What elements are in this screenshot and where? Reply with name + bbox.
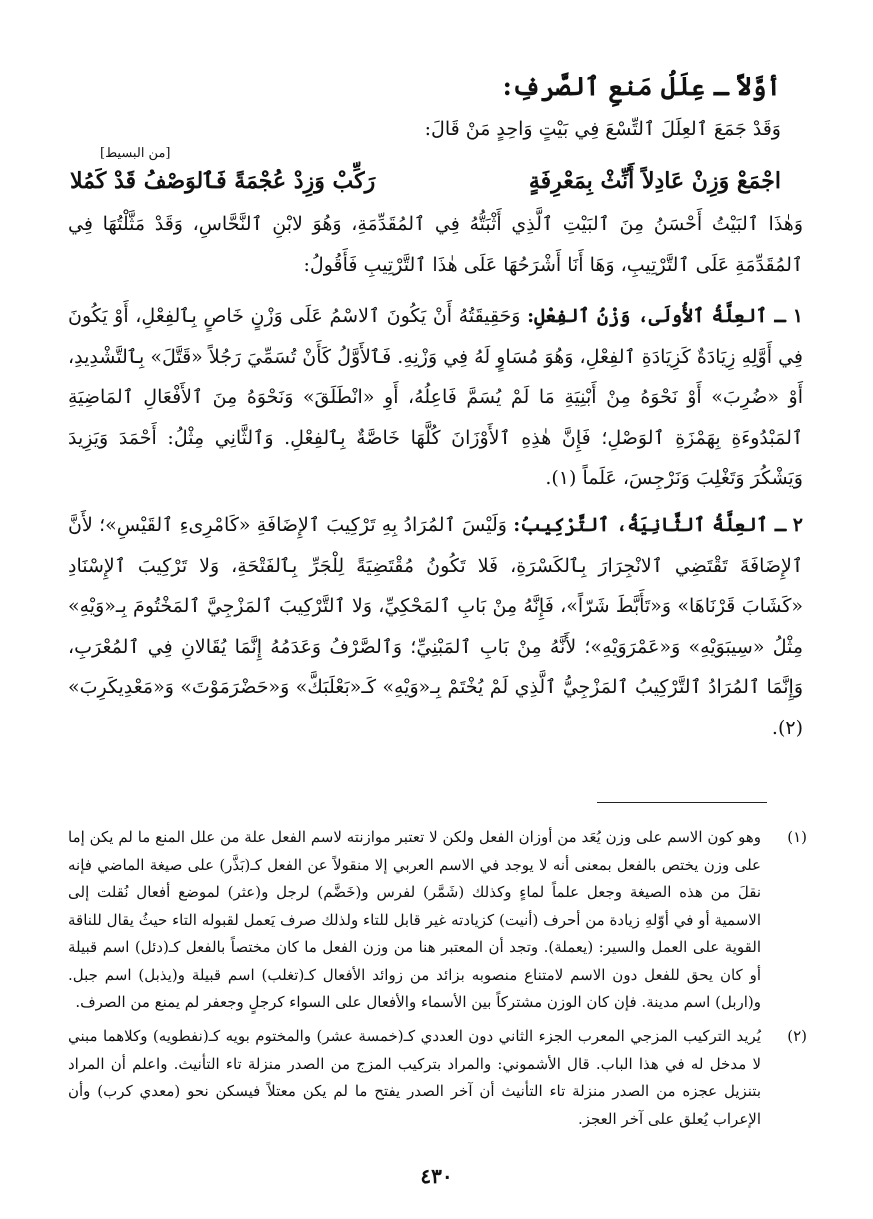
- footnote-2: [68, 1023, 807, 1133]
- meter-label: [من البسيط]: [100, 146, 171, 161]
- second-cause-heading: ٢ ـ ٱلعِلَّةُ ٱلثَّانِيَةُ، ٱلتَّرْكِيبُ:: [513, 514, 803, 536]
- footnote-separator: [597, 802, 767, 803]
- verse-second-hemistich: رَكِّبْ وَزِدْ عُجْمَةً فَٱلوَصْفُ قَدْ كَمُلا: [70, 168, 376, 194]
- footnote-1-number: (١): [787, 828, 807, 846]
- footnote-ref-1: (١).: [545, 467, 577, 489]
- footnote-1-text: وهو كون الاسم على وزن يُعَد من أوزان الفعل ولكن لا تعتبر موازنته لاسم الفعل علة من علل المنع ما لم يكن إما على وزن يختص بالفعل بمعنى أنه لا يوجد في الاسم العربي إلا منقولاً عن الفعل كـ(بَذَّر) على صيغة الماضي فإنه نقلَ من هذه الصيغة وجعل علماً لماءٍ وكذلك (شَمَّر) لفرس و(خَضَّم) لرجل و(عثر) لموضع أفعال نُقلت إلى الاسمية أو في أوّلهِ زيادة من أحرف (أنيت) كزيادته غير قابل للتاء ولذلك صرف يَعمل لقبوله التاء حيثُ يقال للناقة القوية على العمل والسير: (يعملة). وتجد أن المعتبر هنا من وزن الفعل ما كان مختصاً بالفعل كـ(دئل) اسم قبيلة أو كان يحق للفعل دون الاسم لامتناع منصوبه بزائد من زوائد الأفعال كـ(تغلب) اسم قبيلة و(يذبل) اسم جبل. و(اربل) اسم مدينة. فإن كان الوزن مشتركاً بين الأسماء والأفعال على السواء كرجلٍ وجعفر لم يمنع من الصرف.: [68, 828, 761, 1011]
- footnote-2-text: يُريد التركيب المزجي المعرب الجزء الثاني دون العددي كـ(خمسة عشر) والمختوم بويه كـ(نفطويه) وكلاهما مبني لا مدخل له في هذا الباب. قال الأشموني: والمراد بتركيب المزج من الصدر منزلة تاء التأنيث. واعلم أن المراد بتنزيل عجزه من الصدر منزلة تاء التأنيث أن آخر الصدر يفتح ما لم يكن معتلاً فيسكن نحو (معدي كرب) وأن الإعراب يُعلق على آخر العجز.: [68, 1027, 761, 1128]
- intro-line: وَقَدْ جَمَعَ ٱلعِلَلَ ٱلتِّسْعَ فِي بَيْتٍ وَاحِدٍ مَنْ قَالَ:: [424, 118, 781, 140]
- section-heading: أوَّلاً ـ عِلَلُ مَنعِ ٱلصَّرفِ:: [502, 72, 781, 101]
- verse-first-hemistich: اجْمَعْ وَزِنْ عَادِلاً أَنِّثْ بِمَعْرِفَةٍ: [528, 168, 781, 194]
- footnote-1: [68, 824, 807, 1017]
- footnote-2-number: (٢): [787, 1027, 807, 1045]
- page-number: ٤٣٠: [420, 1164, 453, 1188]
- footnote-ref-2: (٢).: [771, 716, 803, 739]
- first-cause-heading: ١ ـ ٱلعِلَّةُ ٱلأُولَى، وَزْنُ ٱلفِعْلِ:: [527, 305, 803, 327]
- paragraph-explanation: وَهٰذَا ٱلبَيْتُ أَحْسَنُ مِنَ ٱلبَيْتِ ٱلَّذِي أَثْبَتُّهُ فِي ٱلمُقَدِّمَةِ، وَهُوَ لابْنِ ٱلنَّحَّاسِ، وَقَدْ مَثَّلْتُهَا فِي ٱلمُقَدِّمَةِ عَلَى ٱلتَّرْتِيبِ، وَهَا أَنَا أَشْرَحُهَا عَلَى هٰذَا ٱلتَّرْتِيبِ فَأَقُولُ:: [68, 213, 803, 276]
- paragraph-second-cause: [68, 505, 803, 748]
- paragraph-first-cause: [68, 296, 803, 499]
- first-cause-body: وَحَقِيقَتُهُ أَنْ يَكُونَ ٱلاسْمُ عَلَى وَزْنٍ خَاصٍ بِٱلفِعْلِ، أَوْ يَكُونَ فِي أَوَّلِهِ زِيَادَةٌ كَزِيَادَةِ ٱلفِعْلِ، وَهُوَ مُسَاوٍ لَهُ فِي وَزْنِهِ. فَٱلأَوَّلُ كَأَنْ تُسَمِّيَ رَجُلاً «قَتَّلَ» بِٱلتَّشْدِيدِ، أَوْ «ضُرِبَ» أَوْ نَحْوَهُ مِنْ أَبْنِيَةِ مَا لَمْ يُسَمَّ فَاعِلُهُ، أَوِ «انْطَلَقَ» وَنَحْوَهُ مِنَ ٱلأَفْعَالِ ٱلمَاضِيَةِ ٱلمَبْدُوءَةِ بِهَمْزَةِ ٱلوَصْلِ؛ فَإِنَّ هٰذِهِ ٱلأَوْزَانَ كُلَّهَا خَاصَّةٌ بِٱلفِعْلِ. وَٱلثَّانِي مِثْلُ: أَحْمَدَ وَيَزِيدَ وَيَشْكُرَ وَتَغْلِبَ وَنَرْجِسَ، عَلَماً: [68, 305, 803, 489]
- second-cause-body: وَلَيْسَ ٱلمُرَادُ بِهِ تَرْكِيبَ ٱلإِضَافَةِ «كَامْرِىءِ ٱلقَيْسِ»؛ لأَنَّ ٱلإِضَافَةَ تَقْتَضِي ٱلانْجِرَارَ بِٱلكَسْرَةِ، فَلا تَكُونُ مُقْتَضِيَةً لِلْجَرِّ بِٱلفَتْحَةِ، وَلا تَرْكِيبَ ٱلإِسْنَادِ «كَشَابَ قَرْنَاهَا» وَ«تَأَبَّطَ شَرّاً»، فَإِنَّهُ مِنْ بَابِ ٱلمَحْكِيِّ، وَلا ٱلتَّرْكِيبَ ٱلمَزْجِيَّ ٱلمَخْتُومَ بِـ«وَيْهِ» مِثْلُ «سِيبَوَيْهِ» وَ«عَمْرَوَيْهِ»؛ لأَنَّهُ مِنْ بَابِ ٱلمَبْنِيِّ؛ وَٱلصَّرْفُ وَعَدَمُهُ إِنَّمَا يُقَالانِ فِي ٱلمُعْرَبِ، وَإِنَّمَا ٱلمُرَادُ ٱلتَّرْكِيبُ ٱلمَزْجِيُّ ٱلَّذِي لَمْ يُخْتَمْ بِـ«وَيْهِ» كَـ«بَعْلَبَكَّ» وَ«حَضْرَمَوْتَ» وَ«مَعْدِيكَرِبَ»: [68, 514, 803, 698]
